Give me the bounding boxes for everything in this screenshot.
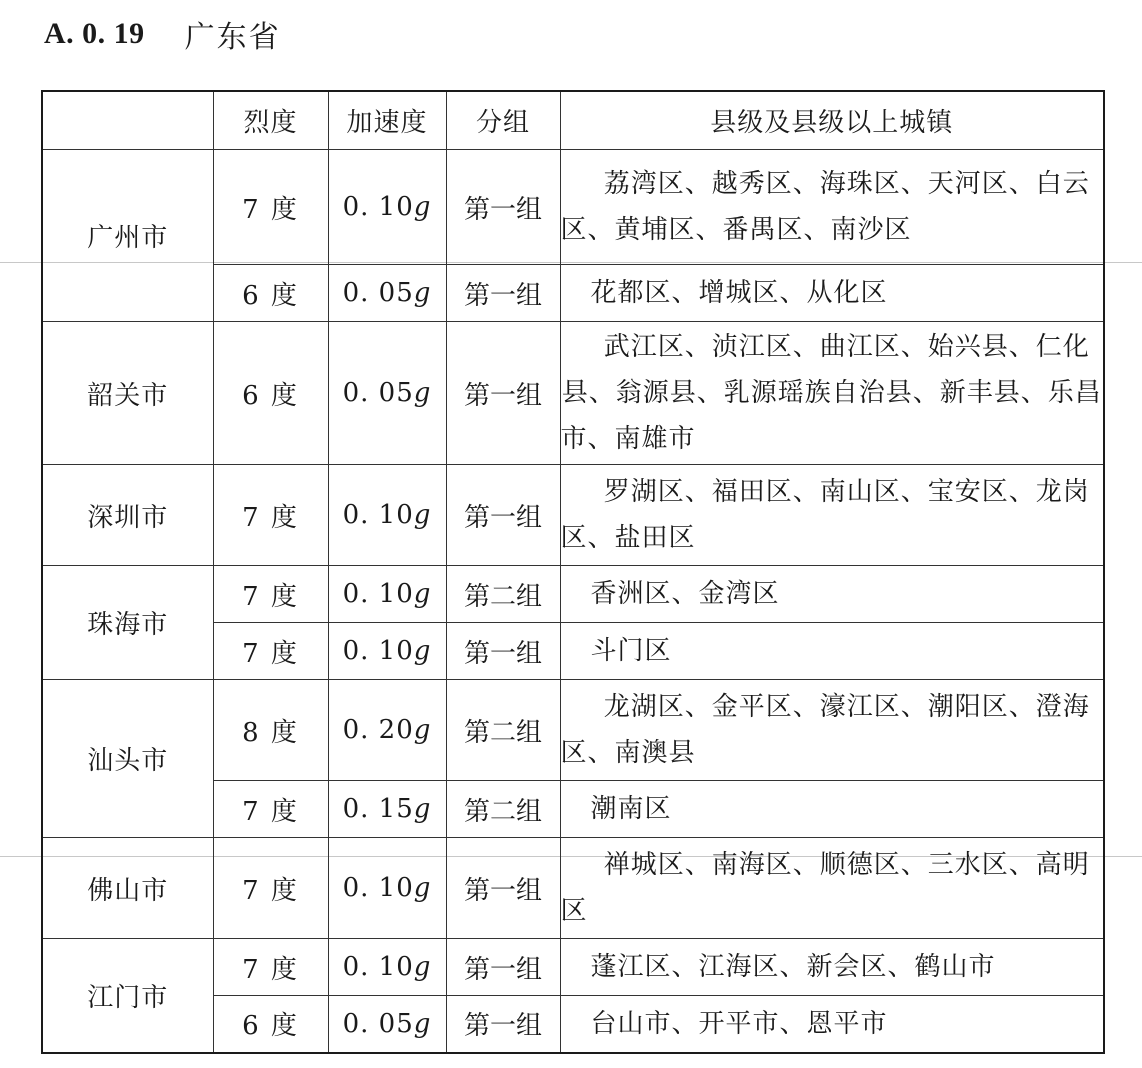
acceleration-value: 0. 05 — [342, 278, 414, 308]
group-cell: 第一组 — [446, 465, 560, 566]
acceleration-value: 0. 10 — [342, 192, 414, 222]
table-header-row — [42, 91, 1104, 150]
acceleration-value: 0. 05 — [342, 1008, 414, 1039]
acceleration-unit: g — [413, 192, 432, 222]
acceleration-value: 0. 10 — [342, 952, 414, 982]
acceleration-cell — [328, 566, 446, 623]
header-acceleration: 加速度 — [328, 91, 446, 150]
acceleration-cell — [328, 838, 446, 939]
acceleration-unit: g — [413, 579, 432, 609]
group-cell: 第一组 — [446, 322, 560, 465]
acceleration-cell — [328, 623, 446, 680]
acceleration-unit: g — [413, 378, 432, 408]
acceleration-cell — [328, 465, 446, 566]
table-row — [42, 680, 1104, 781]
acceleration-cell — [328, 322, 446, 465]
table-row — [42, 322, 1104, 465]
towns-cell: 蓬江区、江海区、新会区、鹤山市 — [560, 939, 1104, 996]
towns-cell: 荔湾区、越秀区、海珠区、天河区、白云区、黄埔区、番禺区、南沙区 — [560, 150, 1104, 265]
table-row — [42, 150, 1104, 265]
city-cell: 珠海市 — [42, 566, 213, 680]
acceleration-cell — [328, 996, 446, 1053]
header-city — [42, 91, 213, 150]
group-cell: 第一组 — [446, 996, 560, 1053]
group-cell: 第一组 — [446, 939, 560, 996]
acceleration-value: 0. 10 — [342, 500, 414, 530]
towns-cell: 禅城区、南海区、顺德区、三水区、高明区 — [560, 838, 1104, 939]
group-cell: 第一组 — [446, 150, 560, 265]
city-cell: 汕头市 — [42, 680, 213, 838]
towns-cell: 香洲区、金湾区 — [560, 566, 1104, 623]
intensity-cell: 7 度 — [213, 465, 328, 566]
intensity-cell: 7 度 — [213, 150, 328, 265]
intensity-cell: 8 度 — [213, 680, 328, 781]
city-cell: 江门市 — [42, 939, 213, 1053]
intensity-cell: 7 度 — [213, 623, 328, 680]
intensity-cell: 7 度 — [213, 781, 328, 838]
towns-cell: 斗门区 — [560, 623, 1104, 680]
header-towns: 县级及县级以上城镇 — [560, 91, 1104, 150]
towns-cell: 花都区、增城区、从化区 — [560, 265, 1104, 322]
acceleration-value: 0. 10 — [342, 579, 414, 609]
acceleration-value: 0. 10 — [342, 636, 414, 666]
intensity-cell: 6 度 — [213, 322, 328, 465]
intensity-cell: 6 度 — [213, 265, 328, 322]
intensity-cell: 6 度 — [213, 996, 328, 1053]
acceleration-value: 0. 10 — [342, 873, 414, 903]
towns-cell: 台山市、开平市、恩平市 — [560, 996, 1104, 1053]
intensity-cell: 7 度 — [213, 566, 328, 623]
acceleration-unit: g — [413, 500, 432, 530]
group-cell: 第一组 — [446, 265, 560, 322]
table-row — [42, 566, 1104, 623]
towns-cell: 罗湖区、福田区、南山区、宝安区、龙岗区、盐田区 — [560, 465, 1104, 566]
table-row — [42, 465, 1104, 566]
group-cell: 第二组 — [446, 781, 560, 838]
group-cell: 第二组 — [446, 680, 560, 781]
acceleration-cell — [328, 265, 446, 322]
towns-cell: 龙湖区、金平区、濠江区、潮阳区、澄海区、南澳县 — [560, 680, 1104, 781]
acceleration-value: 0. 15 — [342, 794, 414, 824]
table-row — [42, 838, 1104, 939]
header-group: 分组 — [446, 91, 560, 150]
acceleration-cell — [328, 680, 446, 781]
acceleration-unit: g — [413, 794, 432, 824]
towns-cell: 武江区、浈江区、曲江区、始兴县、仁化县、翁源县、乳源瑶族自治县、新丰县、乐昌市、南雄市 — [560, 322, 1104, 465]
acceleration-unit: g — [413, 952, 432, 982]
section-heading — [44, 12, 281, 56]
acceleration-unit: g — [413, 636, 432, 666]
acceleration-unit: g — [413, 873, 432, 903]
group-cell: 第一组 — [446, 838, 560, 939]
province-title: 广东省 — [184, 20, 281, 55]
seismic-parameter-table — [41, 90, 1105, 1054]
acceleration-cell — [328, 781, 446, 838]
acceleration-unit: g — [413, 278, 432, 308]
city-cell: 佛山市 — [42, 838, 213, 939]
group-cell: 第一组 — [446, 623, 560, 680]
towns-cell: 潮南区 — [560, 781, 1104, 838]
acceleration-value: 0. 20 — [342, 715, 414, 745]
acceleration-unit: g — [413, 715, 432, 745]
table-row — [42, 939, 1104, 996]
city-cell: 韶关市 — [42, 322, 213, 465]
acceleration-cell — [328, 939, 446, 996]
intensity-cell: 7 度 — [213, 939, 328, 996]
acceleration-unit: g — [413, 1008, 432, 1039]
group-cell: 第二组 — [446, 566, 560, 623]
intensity-cell: 7 度 — [213, 838, 328, 939]
city-cell: 深圳市 — [42, 465, 213, 566]
section-number: A. 0. 19 — [44, 17, 145, 50]
acceleration-cell — [328, 150, 446, 265]
city-cell: 广州市 — [42, 150, 213, 322]
header-intensity: 烈度 — [213, 91, 328, 150]
acceleration-value: 0. 05 — [342, 378, 414, 408]
